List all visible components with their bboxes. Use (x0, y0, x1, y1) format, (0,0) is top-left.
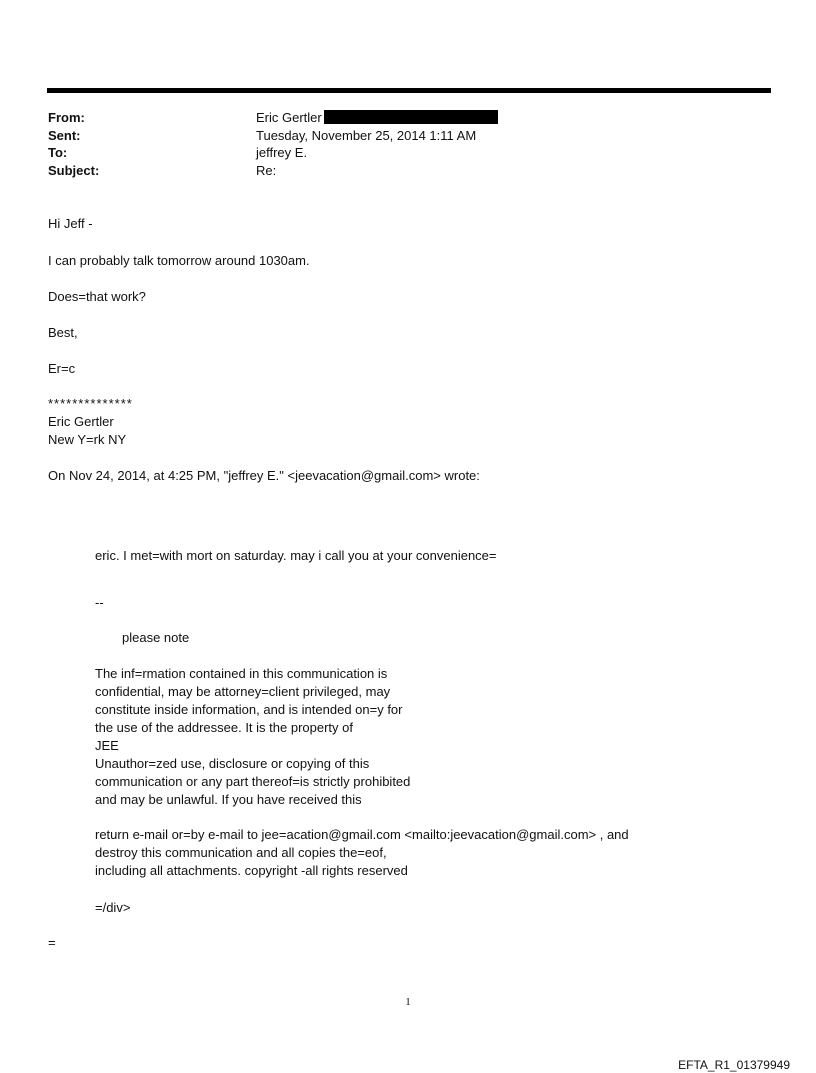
redaction-block (324, 110, 498, 124)
signature-city: New Y=rk NY (48, 432, 127, 447)
trailer: = (48, 935, 56, 950)
return-line: including all attachments. copyright -all rights reserved (95, 863, 408, 878)
from-label: From: (48, 110, 85, 125)
signature-name: Eric Gertler (48, 414, 114, 429)
subject-row (48, 162, 498, 180)
body-line-2: Does=that work? (48, 289, 146, 304)
signature-stars: ************** (48, 396, 133, 411)
please-note: please note (122, 630, 190, 645)
return-line: destroy this communication and all copies the=eof, (95, 845, 387, 860)
from-name: Eric Gertler (256, 110, 322, 125)
quoted-message: eric. I met=with mort on saturday. may i call you at your convenience= (95, 548, 497, 563)
page-number: 1 (405, 996, 411, 1008)
quote-header: On Nov 24, 2014, at 4:25 PM, "jeffrey E." <jeevacation@gmail.com> wrote: (48, 468, 480, 483)
greeting: Hi Jeff - (48, 216, 93, 231)
body-line-3: Best, (48, 325, 78, 340)
disclaimer-line: confidential, may be attorney=client privileged, may (95, 684, 391, 699)
disclaimer-line: Unauthor=zed use, disclosure or copying of this (95, 756, 370, 771)
disclaimer-line: JEE (95, 738, 119, 753)
header-rule (47, 88, 771, 93)
disclaimer-line: and may be unlawful. If you have received this (95, 792, 362, 807)
body-line-4: Er=c (48, 361, 76, 376)
sent-label: Sent: (48, 127, 81, 143)
disclaimer-line: constitute inside information, and is intended on=y for (95, 702, 403, 717)
from-value (256, 109, 498, 127)
body-line-1: I can probably talk tomorrow around 1030am. (48, 253, 310, 268)
bates-number: EFTA_R1_01379949 (678, 1058, 790, 1072)
sent-value: Tuesday, November 25, 2014 1:11 AM (256, 127, 477, 143)
to-row (48, 144, 498, 162)
subject-label: Subject: (48, 162, 100, 178)
disclaimer-line: communication or any part thereof=is strictly prohibited (95, 774, 411, 789)
to-value: jeffrey E. (256, 145, 308, 160)
subject-value: Re: (256, 162, 277, 178)
quoted-dashes: -- (95, 595, 104, 610)
to-label: To: (48, 145, 68, 160)
disclaimer-line: the use of the addressee. It is the property of (95, 720, 353, 735)
return-line: return e-mail or=by e-mail to jee=acation@gmail.com <mailto:jeevacation@gmail.com> , and (95, 827, 629, 842)
sent-row (48, 127, 498, 145)
email-header (48, 109, 498, 179)
disclaimer-line: The inf=rmation contained in this communication is (95, 666, 388, 681)
div-close: =/div> (95, 900, 131, 915)
from-row (48, 109, 498, 127)
